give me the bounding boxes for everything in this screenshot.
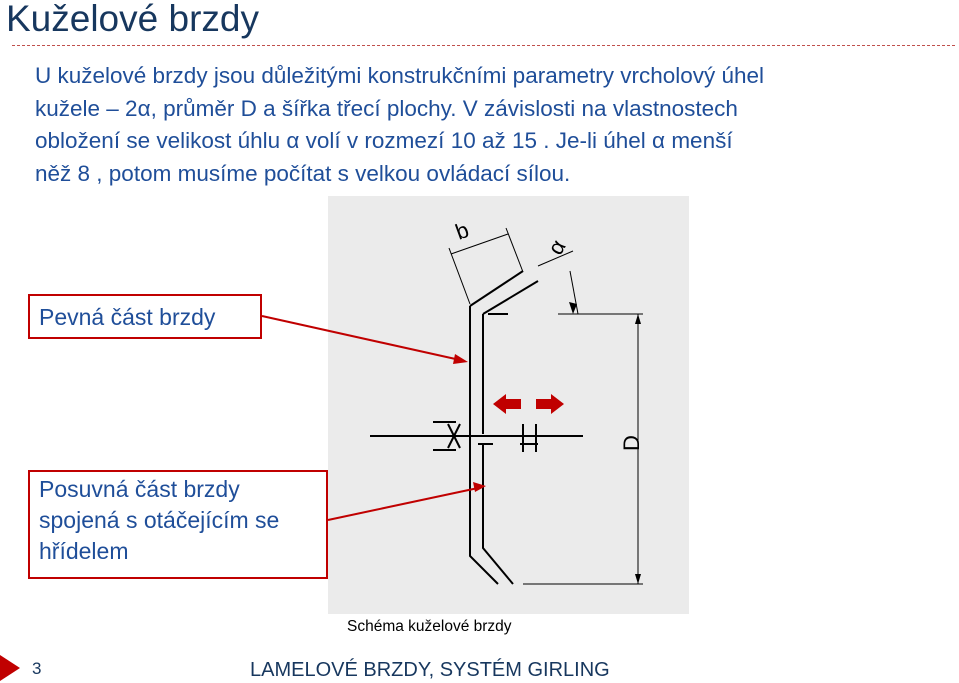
paragraph-line: U kuželové brzdy jsou důležitými konstrukčními parametry vrcholový úhel (35, 63, 765, 88)
body-paragraph (35, 60, 915, 190)
callout-line: spojená s otáčejícím se (39, 507, 280, 533)
paragraph-line: kužele – 2α, průměr D a šířka třecí plochy. V závislosti na vlastnostech (35, 95, 738, 121)
slide-footer: LAMELOVÉ BRZDY, SYSTÉM GIRLING (250, 659, 610, 681)
slide-title: Kuželové brzdy (6, 0, 259, 39)
callout-sliding-part (28, 470, 328, 579)
dimension-label-b: b (451, 216, 473, 245)
cone-brake-diagram (328, 196, 689, 614)
hub-flange (523, 424, 536, 452)
b-ext-line-2 (506, 228, 523, 272)
b-ext-line-1 (449, 248, 470, 304)
dimension-label-D: D (619, 435, 644, 451)
callout-line: hřídelem (39, 538, 129, 564)
title-divider (12, 45, 955, 46)
D-arrow-top (635, 314, 641, 324)
fixed-part-inner-lower (483, 444, 513, 584)
callout-fixed-part: Pevná část brzdy (28, 294, 262, 339)
paragraph-line: něž 8 , potom musíme počítat s velkou ovládací sílou. (35, 160, 571, 186)
dimension-label-alpha: α (542, 235, 571, 259)
alpha-arrow (569, 302, 577, 314)
callout-line: Posuvná část brzdy (39, 476, 240, 502)
figure-caption: Schéma kuželové brzdy (347, 618, 512, 635)
paragraph-line: obložení se velikost úhlu α volí v rozmezí 10 až 15 . Je-li úhel α menší (35, 128, 733, 153)
D-arrow-bottom (635, 574, 641, 584)
arrow-left-icon (493, 394, 521, 414)
diagram-drawing (328, 196, 689, 614)
fixed-part-cone-face (470, 271, 523, 306)
slide-marker-icon (0, 655, 22, 681)
page-number: 3 (32, 659, 42, 678)
sliding-cone-face (483, 281, 538, 314)
arrow-right-icon (536, 394, 564, 414)
